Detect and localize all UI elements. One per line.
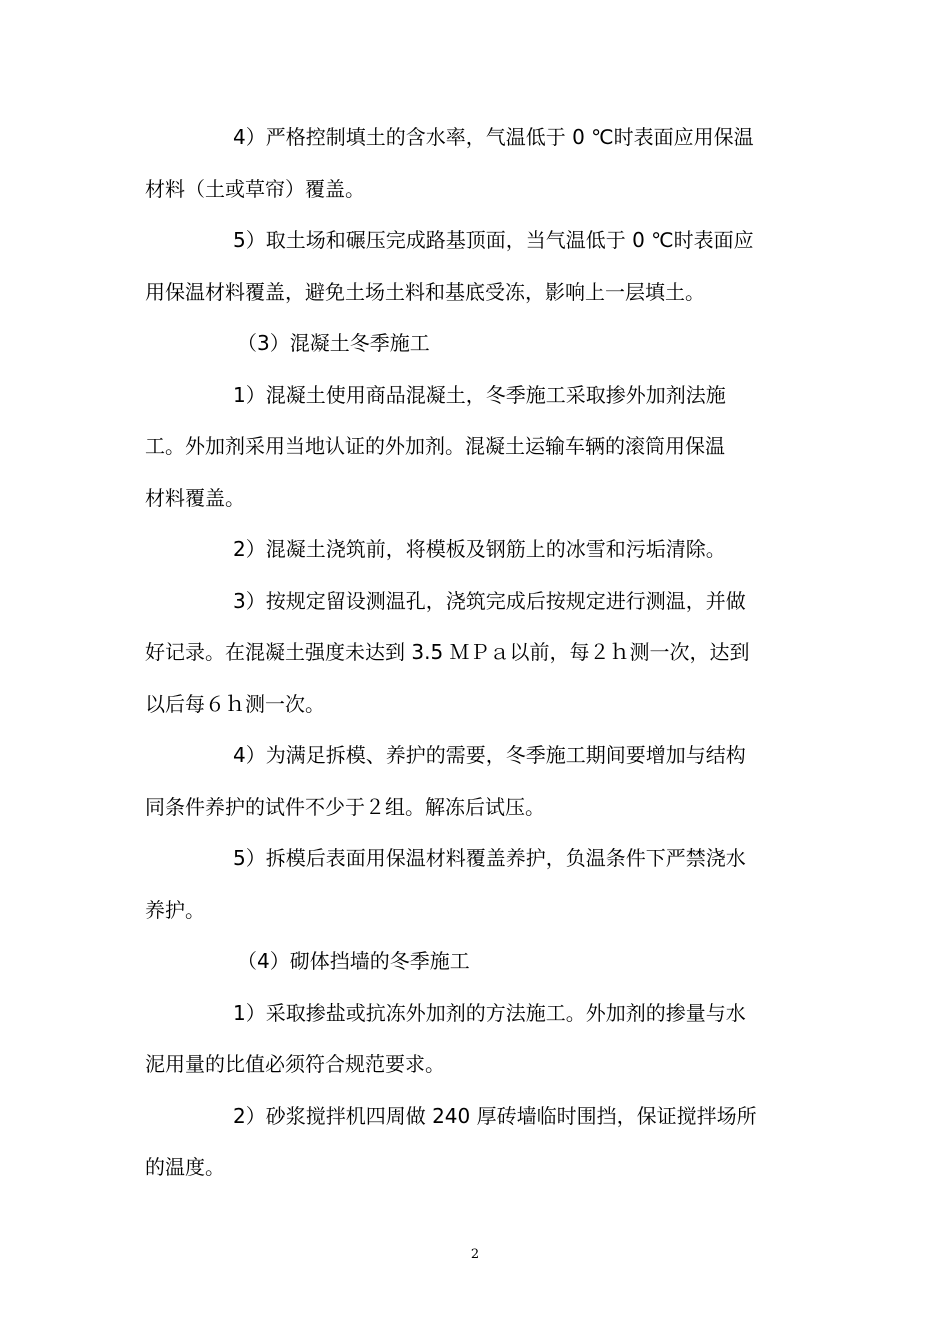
paragraph-line: 的温度。 — [145, 1155, 225, 1179]
paragraph-line: 材料（土或草帘）覆盖。 — [145, 176, 365, 201]
paragraph-line: 1）混凝土使用商品混凝土，冬季施工采取掺外加剂法施 — [233, 382, 726, 407]
paragraph-line: 用保温材料覆盖，避免土场土料和基底受冻，影响上一层填土。 — [145, 279, 705, 304]
paragraph-line: 5）取土场和碾压完成路基顶面，当气温低于 0 ℃时表面应 — [233, 228, 754, 252]
paragraph-line: 4）严格控制填土的含水率，气温低于 0 ℃时表面应用保温 — [233, 125, 754, 149]
paragraph-line: 材料覆盖。 — [145, 485, 245, 510]
paragraph-line: 2）砂浆搅拌机四周做 240 厚砖墙临时围挡，保证搅拌场所 — [233, 1103, 757, 1128]
paragraph-line: 泥用量的比值必须符合规范要求。 — [145, 1052, 445, 1076]
paragraph-line: 工。外加剂采用当地认证的外加剂。混凝土运输车辆的滚筒用保温 — [145, 434, 725, 458]
paragraph-line: 好记录。在混凝土强度未达到 3.5 ＭＰａ以前，每２ｈ测一次，达到 — [145, 640, 750, 664]
page-number: 2 — [470, 1247, 480, 1262]
paragraph-line: 同条件养护的试件不少于２组。解冻后试压。 — [145, 794, 545, 819]
paragraph-line: 养护。 — [145, 897, 205, 922]
section-heading: （4）砌体挡墙的冬季施工 — [237, 949, 470, 973]
paragraph-line: 1）采取掺盐或抗冻外加剂的方法施工。外加剂的掺量与水 — [233, 1000, 746, 1025]
section-heading: （3）混凝土冬季施工 — [237, 331, 430, 355]
paragraph-line: 3）按规定留设测温孔，浇筑完成后按规定进行测温，并做 — [233, 588, 746, 613]
paragraph-line: 5）拆模后表面用保温材料覆盖养护，负温条件下严禁浇水 — [233, 846, 746, 870]
paragraph-line: 2）混凝土浇筑前，将模板及钢筋上的冰雪和污垢清除。 — [233, 537, 726, 561]
body-text — [145, 112, 807, 1194]
paragraph-line: 以后每６ｈ测一次。 — [145, 691, 325, 716]
paragraph-line: 4）为满足拆模、养护的需要，冬季施工期间要增加与结构 — [233, 743, 746, 767]
